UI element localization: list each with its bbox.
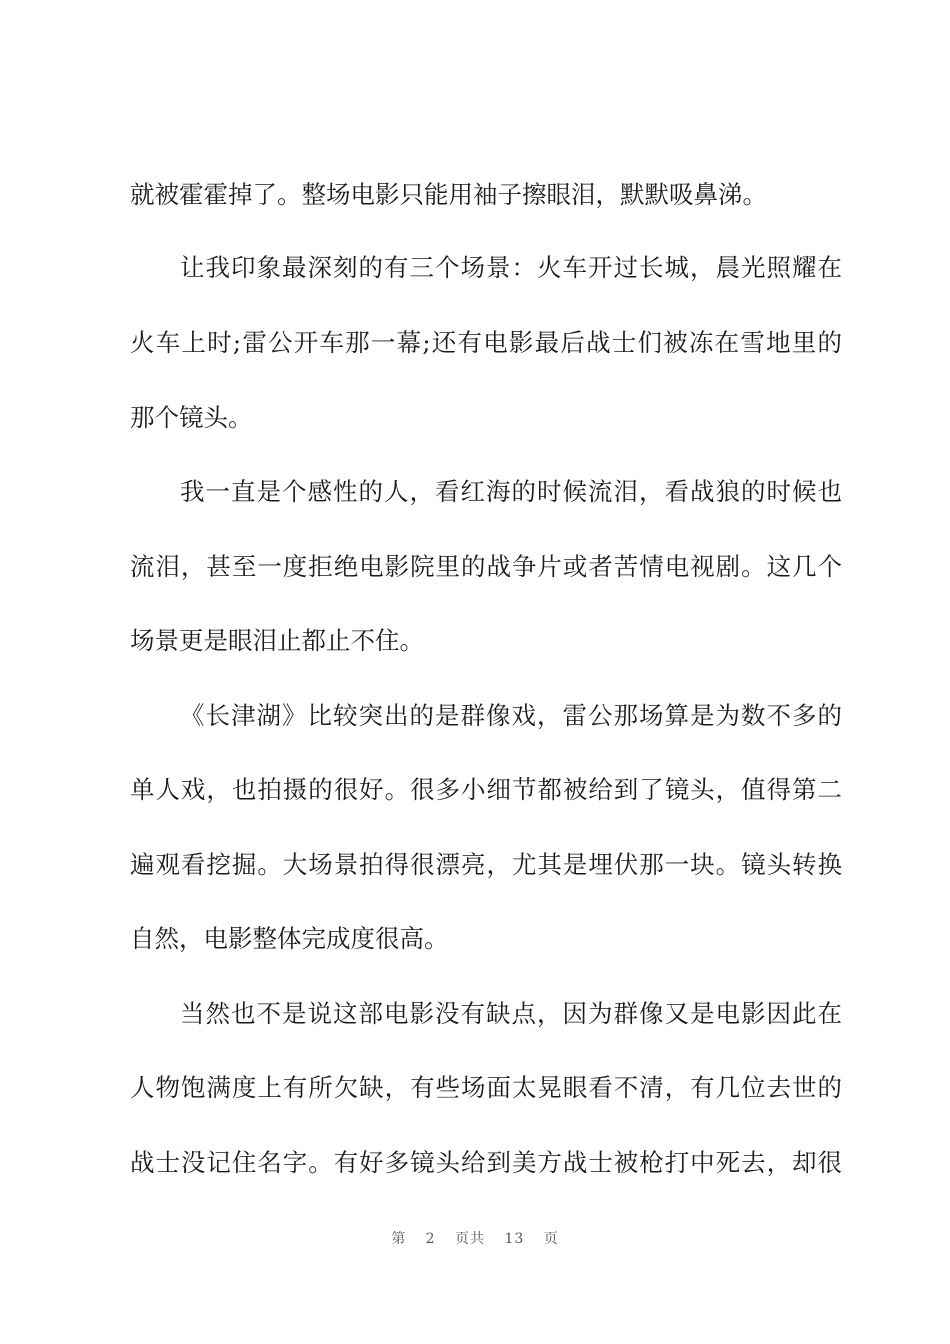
paragraph-first-line: 当然也不是说这部电影没有缺点，因为群像又是电影因此在 xyxy=(180,999,842,1028)
text-line: 就被霍霍掉了。整场电影只能用袖子擦眼泪，默默吸鼻涕。 xyxy=(130,180,767,209)
footer-suffix: 页 xyxy=(543,1231,559,1247)
page-footer xyxy=(0,1228,950,1248)
text-line: 那个镜头。 xyxy=(130,403,253,432)
text-line: 战士没记住名字。有好多镜头给到美方战士被枪打中死去，却很 xyxy=(130,1148,842,1177)
total-page-count: 13 xyxy=(504,1231,525,1247)
text-line: 流泪，甚至一度拒绝电影院里的战争片或者苦情电视剧。这几个 xyxy=(130,552,842,581)
paragraph-first-line: 让我印象最深刻的有三个场景：火车开过长城，晨光照耀在 xyxy=(180,253,842,282)
footer-prefix: 第 xyxy=(391,1231,407,1247)
text-line: 场景更是眼泪止都止不住。 xyxy=(130,626,424,655)
footer-middle: 页共 xyxy=(455,1231,486,1247)
text-line: 自然，电影整体完成度很高。 xyxy=(130,924,449,953)
text-line: 火车上时;雷公开车那一幕;还有电影最后战士们被冻在雪地里的 xyxy=(130,328,842,357)
text-line: 单人戏，也拍摄的很好。很多小细节都被给到了镜头，值得第二 xyxy=(130,775,842,804)
current-page-number: 2 xyxy=(425,1231,436,1247)
text-line: 遍观看挖掘。大场景拍得很漂亮，尤其是埋伏那一块。镜头转换 xyxy=(130,850,842,879)
text-line: 人物饱满度上有所欠缺，有些场面太晃眼看不清，有几位去世的 xyxy=(130,1073,842,1102)
paragraph-first-line: 我一直是个感性的人，看红海的时候流泪，看战狼的时候也 xyxy=(180,477,842,506)
paragraph-first-line: 《长津湖》比较突出的是群像戏，雷公那场算是为数不多的 xyxy=(180,701,842,730)
